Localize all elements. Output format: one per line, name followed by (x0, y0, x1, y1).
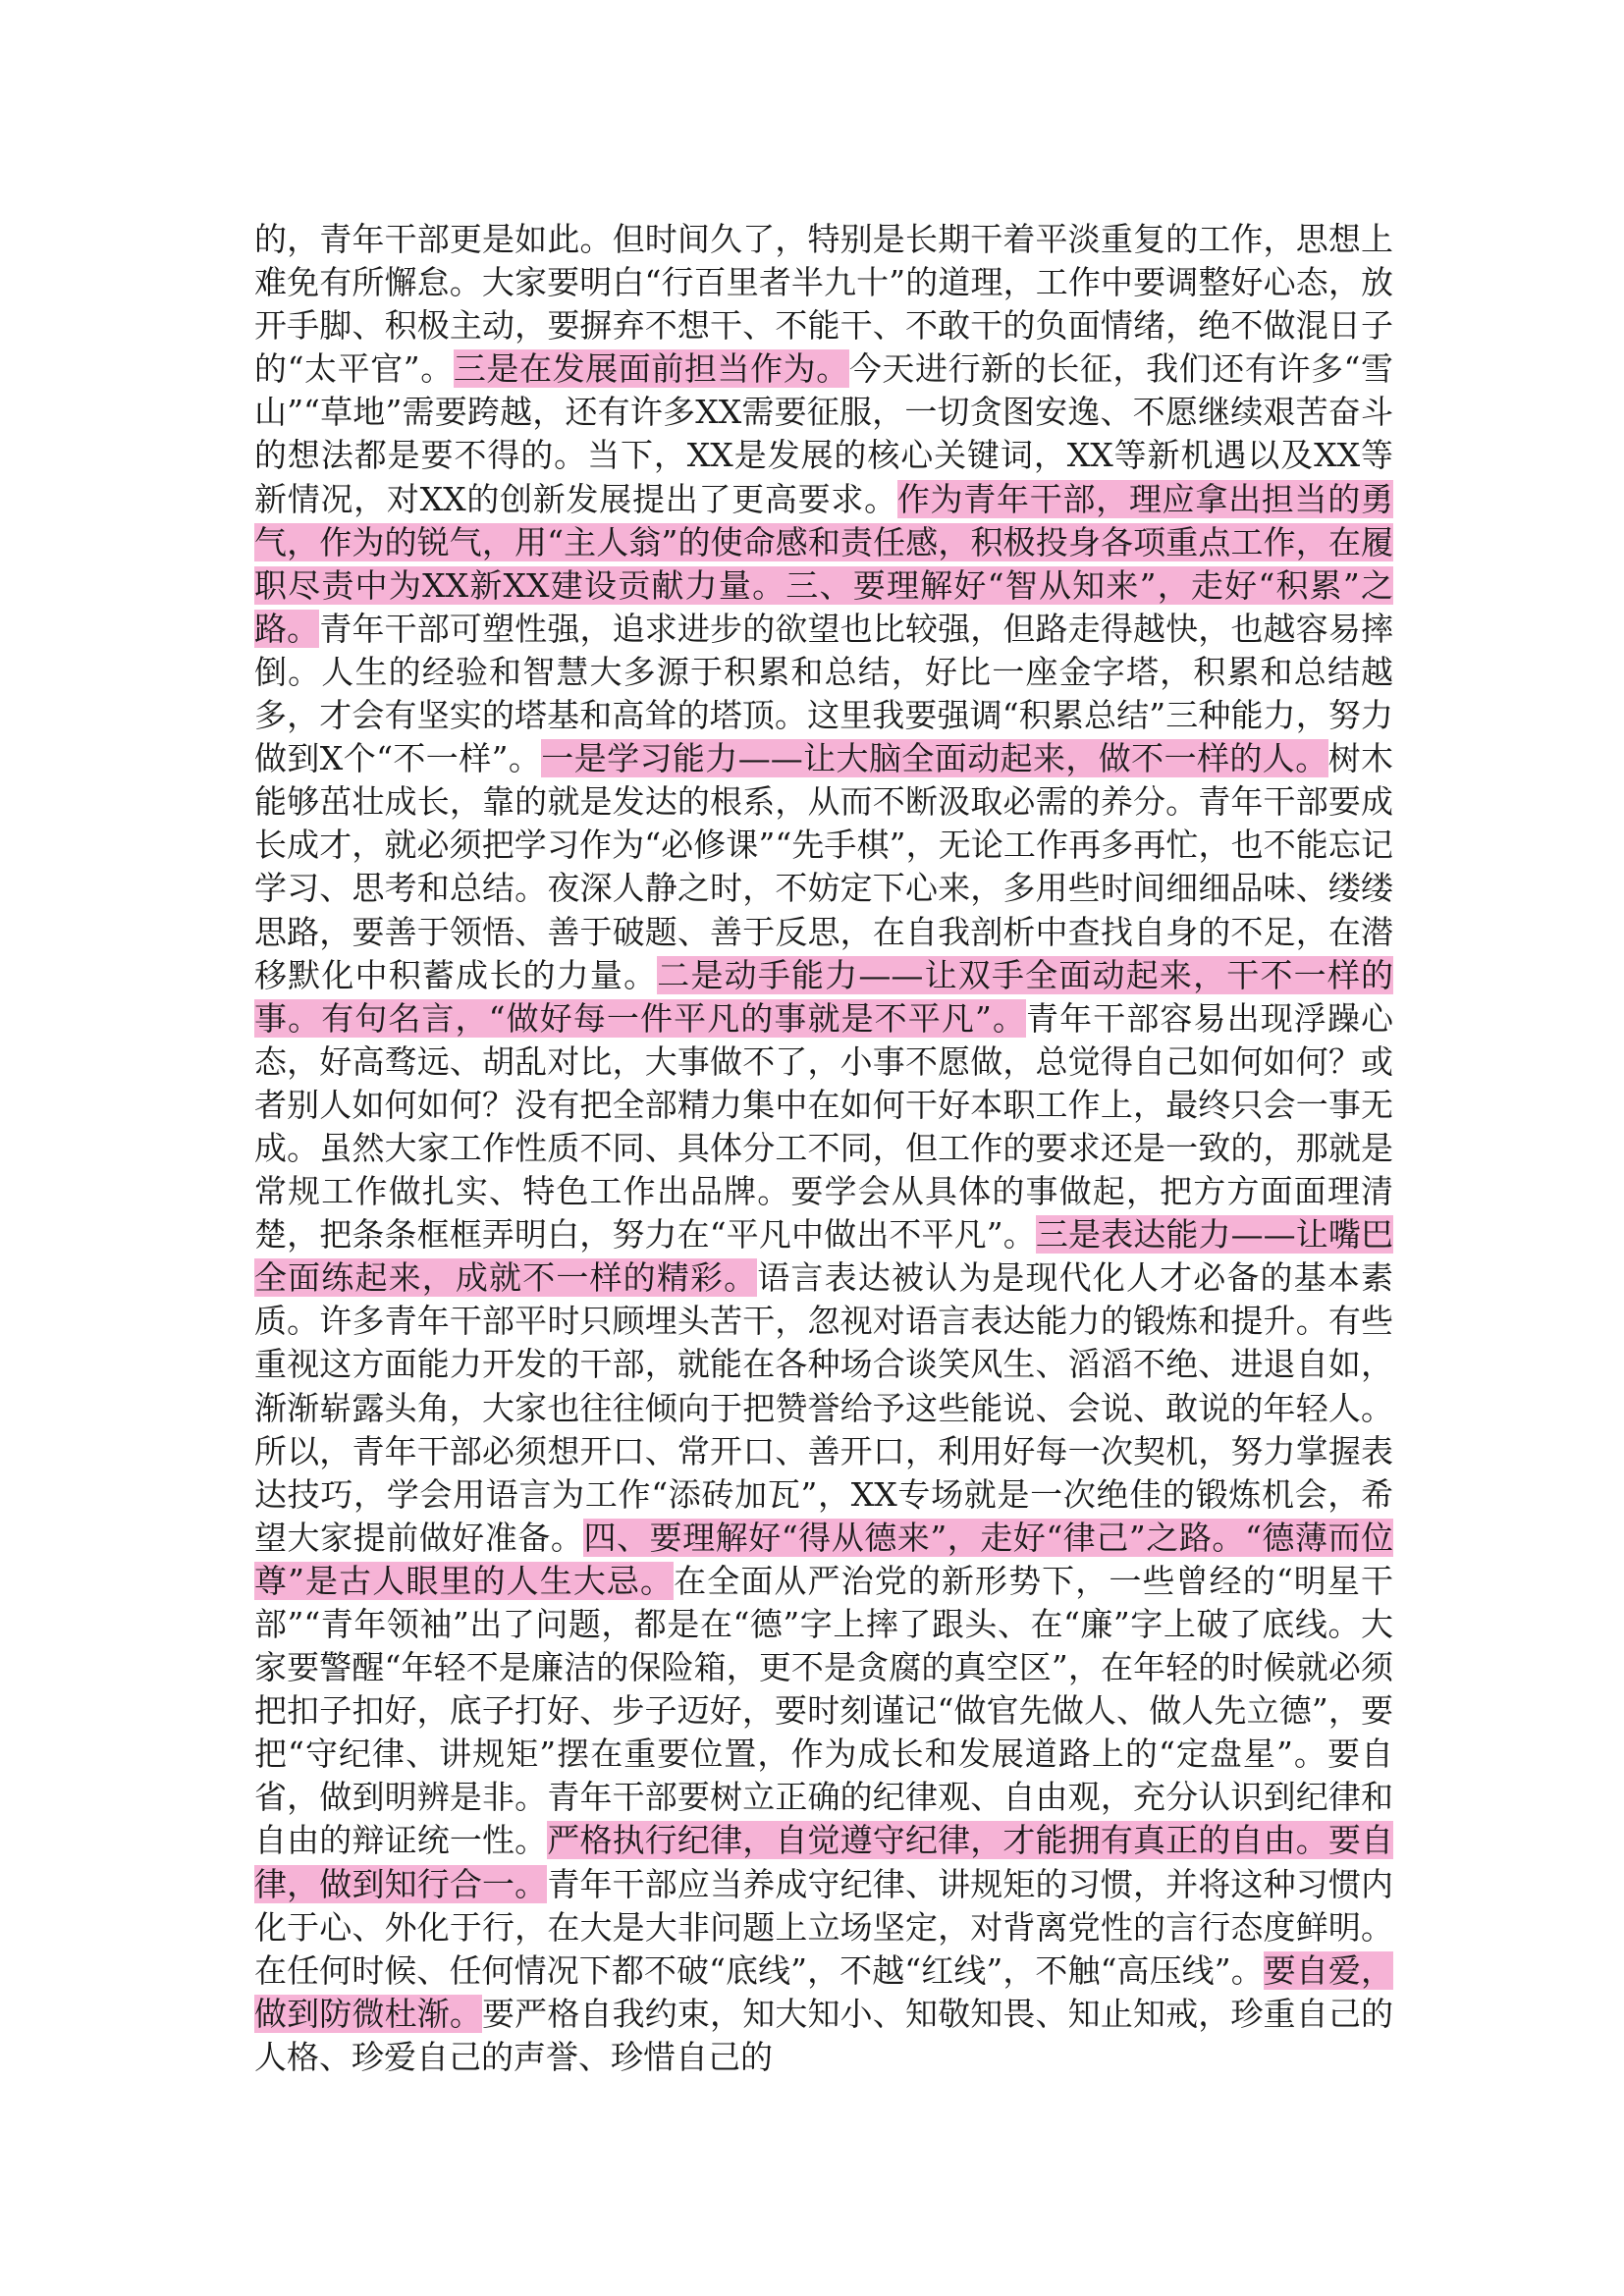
text-segment: 语言表达被认为是现代化人才必备的基本素质。许多青年干部平时只顾埋头苦干，忽视对语言表达能力的锻炼和提升。有些重视这方面能力开发的干部，就能在各种场合谈笑风生、滔滔不绝、进退自如，渐渐崭露头角，大家也往往倾向于把赞誉给予这些能说、会说、敢说的年轻人。所以，青年干部必须想开口、常开口、善开口，利用好每一次契机，努力掌握表达技巧，学会用语言为工作“添砖加瓦”，XX专场就是一次绝佳的锻炼机会，希望大家提前做好准备。 (254, 1258, 1394, 1557)
text-segment: 青年干部应当养成守纪律、讲规矩的习惯，并将这种习惯内化于心、外化于行，在大是大非问题上立场坚定，对背离党性的言行态度鲜明。在任何时候、任何情况下都不破“底线”，不越“红线”，不触“高压线”。 (254, 1864, 1394, 1990)
highlighted-text: 一是学习能力——让大脑全面动起来，做不一样的人。 (541, 739, 1328, 778)
text-segment: 要严格自我约束，知大知小、知敬知畏、知止知戒，珍重自己的人格、珍爱自己的声誉、珍惜自己的 (254, 1994, 1394, 2076)
highlighted-text: 要自爱，做到防微杜渐。 (254, 1950, 1393, 2033)
highlighted-text: 三是表达能力——让嘴巴全面练起来，成就不一样的精彩。 (254, 1215, 1393, 1298)
text-segment: 的，青年干部更是如此。但时间久了，特别是长期干着平淡重复的工作，思想上难免有所懈怠。大家要明白“行百里者半九十”的道理，工作中要调整好心态，放开手脚、积极主动，要摒弃不想干、不能干、不敢干的负面情绪，绝不做混日子的“太平官”。 (254, 220, 1393, 389)
text-segment: 青年干部可塑性强，追求进步的欲望也比较强，但路走得越快，也越容易摔倒。人生的经验和智慧大多源于积累和总结，好比一座金字塔，积累和总结越多，才会有坚实的塔基和高耸的塔顶。这里我要强调“积累总结”三种能力，努力做到X个“不一样”。 (254, 609, 1394, 778)
highlighted-text: 严格执行纪律，自觉遵守纪律，才能拥有真正的自由。要自律，做到知行合一。 (254, 1821, 1394, 1903)
text-segment: 青年干部容易出现浮躁心态，好高骛远、胡乱对比，大事做不了，小事不愿做，总觉得自己如何如何？或者别人如何如何？没有把全部精力集中在如何干好本职工作上，最终只会一事无成。虽然大家工作性质不同、具体分工不同，但工作的要求还是一致的，那就是常规工作做扎实、特色工作出品牌。要学会从具体的事做起，把方方面面理清楚，把条条框框弄明白，努力在“平凡中做出不平凡”。 (254, 998, 1394, 1255)
body-paragraph (254, 218, 1393, 2079)
highlighted-text: 四、要理解好“得从德来”，走好“律己”之路。“德薄而位尊”是古人眼里的人生大忌。 (254, 1518, 1394, 1600)
text-segment: 今天进行新的长征，我们还有许多“雪山”“草地”需要跨越，还有许多XX需要征服，一切贪图安逸、不愿继续艰苦奋斗的想法都是要不得的。当下，XX是发展的核心关键词，XX等新机遇以及XX等新情况，对XX的创新发展提出了更高要求。 (254, 349, 1394, 518)
text-segment: 树木能够茁壮成长，靠的就是发达的根系，从而不断汲取必需的养分。青年干部要成长成才，就必须把学习作为“必修课”“先手棋”，无论工作再多再忙，也不能忘记学习、思考和总结。夜深人静之时，不妨定下心来，多用些时间细细品味、缕缕思路，要善于领悟、善于破题、善于反思，在自我剖析中查找自身的不足，在潜移默化中积蓄成长的力量。 (254, 739, 1394, 994)
highlighted-text: 二是动手能力——让双手全面动起来，干不一样的事。有句名言，“做好每一件平凡的事就是不平凡”。 (254, 955, 1393, 1038)
highlighted-text: 三是在发展面前担当作为。 (453, 349, 849, 389)
highlighted-text: 作为青年干部，理应拿出担当的勇气，作为的锐气，用“主人翁”的使命感和责任感，积极投身各项重点工作，在履职尽责中为XX新XX建设贡献力量。三、要理解好“智从知来”，走好“积累”之路。 (254, 479, 1393, 648)
text-segment: 在全面从严治党的新形势下，一些曾经的“明星干部”“青年领袖”出了问题，都是在“德”字上摔了跟头、在“廉”字上破了底线。大家要警醒“年轻不是廉洁的保险箱，更不是贪腐的真空区”，在年轻的时候就必须把扣子扣好，底子打好、步子迈好，要时刻谨记“做官先做人、做人先立德”，要把“守纪律、讲规矩”摆在重要位置，作为成长和发展道路上的“定盘星”。要自省，做到明辨是非。青年干部要树立正确的纪律观、自由观，充分认识到纪律和自由的辩证统一性。 (254, 1561, 1394, 1860)
